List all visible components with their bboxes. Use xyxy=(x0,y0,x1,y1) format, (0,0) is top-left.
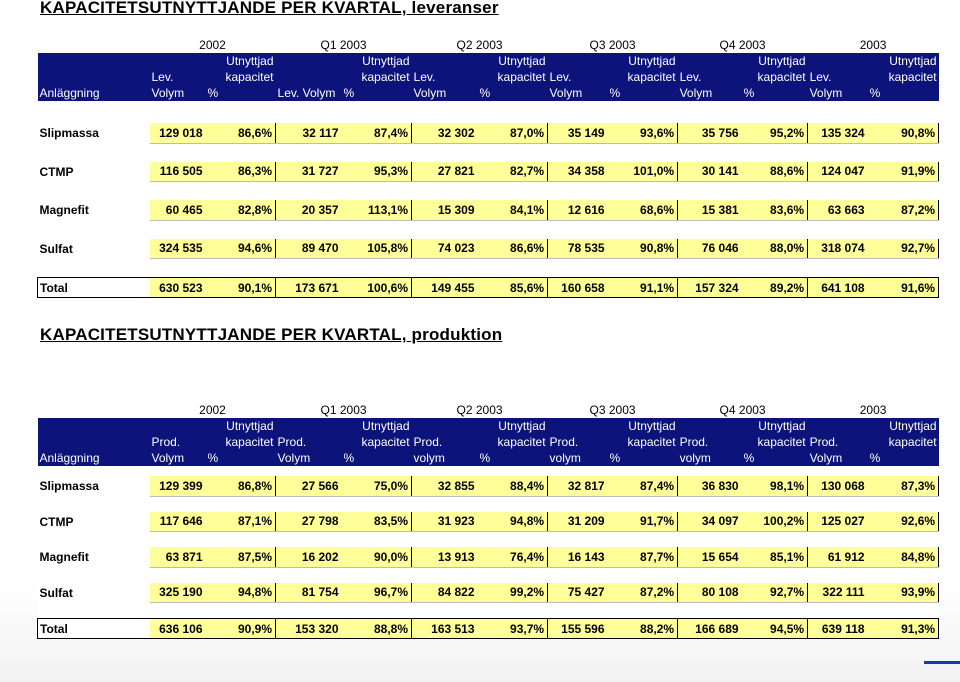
volume-cell: 31 209 xyxy=(548,512,608,532)
spacer-row xyxy=(38,259,939,278)
volume-header: Prod. xyxy=(276,434,342,450)
total-volume-cell: 157 324 xyxy=(678,278,742,298)
total-volume-cell: 155 596 xyxy=(548,619,608,639)
volume-cell: 130 068 xyxy=(808,476,868,496)
column-header-row xyxy=(38,53,939,69)
volume-header: Lev. xyxy=(548,69,608,85)
volume-header: volym xyxy=(678,450,742,466)
utilisation-cell: 87,1% xyxy=(206,512,276,532)
utilisation-header: kapacitet xyxy=(206,434,276,450)
utilisation-cell: 87,4% xyxy=(342,123,412,143)
utilisation-header: kapacitet xyxy=(742,434,808,450)
volume-cell: 117 646 xyxy=(150,512,206,532)
utilisation-header: kapacitet xyxy=(868,69,939,85)
spacer-cell xyxy=(38,567,939,583)
volume-header xyxy=(678,418,742,434)
utilisation-cell: 98,1% xyxy=(742,476,808,496)
utilisation-header: Utnyttjad xyxy=(478,418,548,434)
volume-header: Volym xyxy=(412,85,478,101)
utilisation-header: % xyxy=(206,450,276,466)
utilisation-header: kapacitet xyxy=(342,69,412,85)
utilisation-cell: 83,5% xyxy=(342,512,412,532)
period-label: Q4 2003 xyxy=(678,402,808,418)
utilisation-cell: 87,5% xyxy=(206,547,276,567)
total-utilisation-cell: 89,2% xyxy=(742,278,808,298)
volume-header: Volym xyxy=(150,450,206,466)
spacer-cell xyxy=(38,182,939,201)
utilisation-header: % xyxy=(868,85,939,101)
volume-cell: 16 202 xyxy=(276,547,342,567)
column-header-row xyxy=(38,69,939,85)
spacer-cell xyxy=(38,143,939,162)
utilisation-header: % xyxy=(868,450,939,466)
total-volume-cell: 639 118 xyxy=(808,619,868,639)
volume-header: Volym xyxy=(808,450,868,466)
utilisation-cell: 87,2% xyxy=(608,583,678,603)
total-utilisation-cell: 90,1% xyxy=(206,278,276,298)
volume-header: Lev. xyxy=(678,69,742,85)
volume-cell: 15 309 xyxy=(412,200,478,220)
utilisation-header: Utnyttjad xyxy=(868,53,939,69)
spacer-cell xyxy=(38,532,939,548)
utilisation-cell: 86,6% xyxy=(206,123,276,143)
utilisation-header: kapacitet xyxy=(608,69,678,85)
table-row xyxy=(38,476,939,496)
utilisation-cell: 94,6% xyxy=(206,239,276,259)
utilisation-cell: 87,0% xyxy=(478,123,548,143)
utilisation-cell: 93,6% xyxy=(608,123,678,143)
utilisation-cell: 87,7% xyxy=(608,547,678,567)
utilisation-header: kapacitet xyxy=(342,434,412,450)
spacer-row xyxy=(38,101,939,123)
volume-header: Volym xyxy=(678,85,742,101)
spacer-cell xyxy=(38,220,939,239)
volume-cell: 129 399 xyxy=(150,476,206,496)
volume-cell: 27 566 xyxy=(276,476,342,496)
period-label: Q3 2003 xyxy=(548,402,678,418)
volume-header: Lev. xyxy=(808,69,868,85)
utilisation-header: Utnyttjad xyxy=(206,53,276,69)
utilisation-cell: 91,7% xyxy=(608,512,678,532)
spacer-cell xyxy=(38,603,939,619)
volume-cell: 129 018 xyxy=(150,123,206,143)
volume-cell: 84 822 xyxy=(412,583,478,603)
utilisation-cell: 92,6% xyxy=(868,512,939,532)
volume-header: Prod. xyxy=(808,434,868,450)
utilisation-cell: 75,0% xyxy=(342,476,412,496)
table-row xyxy=(38,200,939,220)
volume-cell: 322 111 xyxy=(808,583,868,603)
plant-name: Sulfat xyxy=(38,583,150,603)
utilisation-header: % xyxy=(742,450,808,466)
utilisation-cell: 94,8% xyxy=(478,512,548,532)
volume-cell: 13 913 xyxy=(412,547,478,567)
volume-header xyxy=(808,418,868,434)
volume-header: Lev. Volym xyxy=(276,85,342,101)
total-volume-cell: 641 108 xyxy=(808,278,868,298)
period-label: 2002 xyxy=(150,402,276,418)
volume-cell: 15 381 xyxy=(678,200,742,220)
blank-cell xyxy=(38,37,150,53)
utilisation-cell: 86,3% xyxy=(206,162,276,182)
spacer-row xyxy=(38,182,939,201)
table-produktion xyxy=(37,402,939,639)
section-title-leveranser: KAPACITETSUTNYTTJANDE PER KVARTAL, leveranser xyxy=(40,0,499,17)
utilisation-header: % xyxy=(342,450,412,466)
volume-cell: 116 505 xyxy=(150,162,206,182)
spacer-row xyxy=(38,532,939,548)
volume-header xyxy=(150,53,206,69)
spacer-row xyxy=(38,220,939,239)
blank-header-cell xyxy=(38,418,150,434)
volume-cell: 63 663 xyxy=(808,200,868,220)
utilisation-header: kapacitet xyxy=(742,69,808,85)
table-row xyxy=(38,162,939,182)
volume-header: Volym xyxy=(150,85,206,101)
utilisation-header: Utnyttjad xyxy=(478,53,548,69)
utilisation-cell: 91,9% xyxy=(868,162,939,182)
volume-cell: 60 465 xyxy=(150,200,206,220)
utilisation-cell: 82,8% xyxy=(206,200,276,220)
total-volume-cell: 630 523 xyxy=(150,278,206,298)
utilisation-cell: 86,6% xyxy=(478,239,548,259)
volume-cell: 31 923 xyxy=(412,512,478,532)
period-label: 2002 xyxy=(150,37,276,53)
volume-cell: 124 047 xyxy=(808,162,868,182)
volume-header: Volym xyxy=(276,450,342,466)
blank-header-cell xyxy=(38,69,150,85)
blank-header-cell xyxy=(38,53,150,69)
blank-cell xyxy=(38,402,150,418)
table-row xyxy=(38,512,939,532)
volume-cell: 325 190 xyxy=(150,583,206,603)
volume-header xyxy=(150,418,206,434)
volume-header: Prod. xyxy=(678,434,742,450)
table-row xyxy=(38,123,939,143)
total-utilisation-cell: 94,5% xyxy=(742,619,808,639)
total-utilisation-cell: 93,7% xyxy=(478,619,548,639)
utilisation-cell: 88,4% xyxy=(478,476,548,496)
total-volume-cell: 163 513 xyxy=(412,619,478,639)
utilisation-cell: 101,0% xyxy=(608,162,678,182)
column-header-row xyxy=(38,418,939,434)
period-label: 2003 xyxy=(808,37,939,53)
spacer-cell xyxy=(38,259,939,278)
total-utilisation-cell: 91,6% xyxy=(868,278,939,298)
total-utilisation-cell: 100,6% xyxy=(342,278,412,298)
volume-cell: 12 616 xyxy=(548,200,608,220)
volume-cell: 81 754 xyxy=(276,583,342,603)
volume-header xyxy=(276,69,342,85)
volume-cell: 61 912 xyxy=(808,547,868,567)
total-volume-cell: 153 320 xyxy=(276,619,342,639)
plant-name: Sulfat xyxy=(38,239,150,259)
utilisation-cell: 94,8% xyxy=(206,583,276,603)
volume-cell: 125 027 xyxy=(808,512,868,532)
blank-header-cell xyxy=(38,434,150,450)
total-utilisation-cell: 85,6% xyxy=(478,278,548,298)
volume-cell: 35 756 xyxy=(678,123,742,143)
utilisation-header: Utnyttjad xyxy=(342,53,412,69)
volume-cell: 89 470 xyxy=(276,239,342,259)
utilisation-cell: 95,3% xyxy=(342,162,412,182)
volume-cell: 32 117 xyxy=(276,123,342,143)
total-volume-cell: 173 671 xyxy=(276,278,342,298)
total-row xyxy=(38,278,939,298)
column-header-row xyxy=(38,85,939,101)
utilisation-cell: 84,8% xyxy=(868,547,939,567)
plant-name: CTMP xyxy=(38,512,150,532)
table-row xyxy=(38,239,939,259)
row-label-header: Anläggning xyxy=(38,85,150,101)
utilisation-header: kapacitet xyxy=(478,434,548,450)
utilisation-cell: 113,1% xyxy=(342,200,412,220)
volume-cell: 34 358 xyxy=(548,162,608,182)
spacer-row xyxy=(38,496,939,512)
volume-header xyxy=(678,53,742,69)
utilisation-header: % xyxy=(478,85,548,101)
utilisation-cell: 88,6% xyxy=(742,162,808,182)
utilisation-header: kapacitet xyxy=(206,69,276,85)
utilisation-header: Utnyttjad xyxy=(742,418,808,434)
volume-cell: 32 855 xyxy=(412,476,478,496)
total-utilisation-cell: 91,1% xyxy=(608,278,678,298)
volume-header: Prod. xyxy=(150,434,206,450)
volume-cell: 20 357 xyxy=(276,200,342,220)
utilisation-header: Utnyttjad xyxy=(342,418,412,434)
spacer-row xyxy=(38,567,939,583)
utilisation-cell: 93,9% xyxy=(868,583,939,603)
plant-name: Magnefit xyxy=(38,200,150,220)
volume-header xyxy=(548,53,608,69)
utilisation-cell: 82,7% xyxy=(478,162,548,182)
plant-name: Slipmassa xyxy=(38,123,150,143)
utilisation-cell: 76,4% xyxy=(478,547,548,567)
utilisation-header: kapacitet xyxy=(868,434,939,450)
utilisation-header: kapacitet xyxy=(608,434,678,450)
table-row xyxy=(38,547,939,567)
utilisation-cell: 85,1% xyxy=(742,547,808,567)
volume-cell: 36 830 xyxy=(678,476,742,496)
utilisation-cell: 96,7% xyxy=(342,583,412,603)
section-title-produktion: KAPACITETSUTNYTTJANDE PER KVARTAL, produktion xyxy=(40,325,503,344)
period-label: Q4 2003 xyxy=(678,37,808,53)
utilisation-cell: 68,6% xyxy=(608,200,678,220)
spacer-cell xyxy=(38,466,939,476)
period-label: Q2 2003 xyxy=(412,402,548,418)
volume-cell: 63 871 xyxy=(150,547,206,567)
volume-cell: 34 097 xyxy=(678,512,742,532)
utilisation-cell: 84,1% xyxy=(478,200,548,220)
utilisation-cell: 86,8% xyxy=(206,476,276,496)
volume-cell: 31 727 xyxy=(276,162,342,182)
total-volume-cell: 149 455 xyxy=(412,278,478,298)
volume-cell: 27 821 xyxy=(412,162,478,182)
volume-header: Prod. xyxy=(548,434,608,450)
utilisation-header: Utnyttjad xyxy=(608,53,678,69)
spacer-row xyxy=(38,603,939,619)
utilisation-header: % xyxy=(478,450,548,466)
volume-header xyxy=(412,418,478,434)
plant-name: CTMP xyxy=(38,162,150,182)
utilisation-cell: 87,4% xyxy=(608,476,678,496)
table-leveranser xyxy=(37,37,939,298)
volume-header: Lev. xyxy=(412,69,478,85)
total-volume-cell: 166 689 xyxy=(678,619,742,639)
period-label: 2003 xyxy=(808,402,939,418)
utilisation-cell: 90,0% xyxy=(342,547,412,567)
volume-cell: 78 535 xyxy=(548,239,608,259)
utilisation-cell: 95,2% xyxy=(742,123,808,143)
utilisation-cell: 90,8% xyxy=(868,123,939,143)
volume-header: volym xyxy=(548,450,608,466)
spacer-row xyxy=(38,143,939,162)
volume-header: Volym xyxy=(808,85,868,101)
volume-cell: 324 535 xyxy=(150,239,206,259)
utilisation-cell: 92,7% xyxy=(868,239,939,259)
table-row xyxy=(38,583,939,603)
total-row xyxy=(38,619,939,639)
volume-cell: 74 023 xyxy=(412,239,478,259)
total-utilisation-cell: 88,8% xyxy=(342,619,412,639)
utilisation-header: Utnyttjad xyxy=(206,418,276,434)
volume-cell: 15 654 xyxy=(678,547,742,567)
utilisation-header: Utnyttjad xyxy=(742,53,808,69)
utilisation-cell: 99,2% xyxy=(478,583,548,603)
utilisation-cell: 105,8% xyxy=(342,239,412,259)
spacer-cell xyxy=(38,496,939,512)
volume-cell: 75 427 xyxy=(548,583,608,603)
year-header-row xyxy=(38,402,939,418)
total-volume-cell: 636 106 xyxy=(150,619,206,639)
utilisation-header: % xyxy=(608,450,678,466)
row-label-header: Anläggning xyxy=(38,450,150,466)
volume-header xyxy=(276,53,342,69)
volume-cell: 16 143 xyxy=(548,547,608,567)
column-header-row xyxy=(38,434,939,450)
volume-cell: 32 302 xyxy=(412,123,478,143)
spacer-cell xyxy=(38,101,939,123)
total-utilisation-cell: 90,9% xyxy=(206,619,276,639)
volume-cell: 80 108 xyxy=(678,583,742,603)
volume-header: Lev. xyxy=(150,69,206,85)
period-label: Q3 2003 xyxy=(548,37,678,53)
column-header-row xyxy=(38,450,939,466)
period-label: Q1 2003 xyxy=(276,402,412,418)
total-label: Total xyxy=(38,278,150,298)
period-label: Q2 2003 xyxy=(412,37,548,53)
utilisation-cell: 100,2% xyxy=(742,512,808,532)
volume-cell: 135 324 xyxy=(808,123,868,143)
decorative-accent-line xyxy=(924,641,960,664)
volume-header: Prod. xyxy=(412,434,478,450)
volume-cell: 35 149 xyxy=(548,123,608,143)
total-utilisation-cell: 88,2% xyxy=(608,619,678,639)
utilisation-header: Utnyttjad xyxy=(868,418,939,434)
volume-header xyxy=(548,418,608,434)
volume-header: volym xyxy=(412,450,478,466)
volume-header: Volym xyxy=(548,85,608,101)
volume-header xyxy=(808,53,868,69)
plant-name: Magnefit xyxy=(38,547,150,567)
utilisation-header: Utnyttjad xyxy=(608,418,678,434)
plant-name: Slipmassa xyxy=(38,476,150,496)
total-volume-cell: 160 658 xyxy=(548,278,608,298)
utilisation-header: kapacitet xyxy=(478,69,548,85)
utilisation-cell: 88,0% xyxy=(742,239,808,259)
volume-header xyxy=(276,418,342,434)
volume-cell: 76 046 xyxy=(678,239,742,259)
utilisation-cell: 87,2% xyxy=(868,200,939,220)
total-utilisation-cell: 91,3% xyxy=(868,619,939,639)
utilisation-header: % xyxy=(206,85,276,101)
year-header-row xyxy=(38,37,939,53)
volume-cell: 32 817 xyxy=(548,476,608,496)
utilisation-cell: 83,6% xyxy=(742,200,808,220)
utilisation-cell: 90,8% xyxy=(608,239,678,259)
utilisation-header: % xyxy=(742,85,808,101)
utilisation-cell: 92,7% xyxy=(742,583,808,603)
utilisation-cell: 87,3% xyxy=(868,476,939,496)
spacer-row xyxy=(38,466,939,476)
utilisation-header: % xyxy=(608,85,678,101)
volume-cell: 27 798 xyxy=(276,512,342,532)
total-label: Total xyxy=(38,619,150,639)
volume-header xyxy=(412,53,478,69)
period-label: Q1 2003 xyxy=(276,37,412,53)
utilisation-header: % xyxy=(342,85,412,101)
volume-cell: 30 141 xyxy=(678,162,742,182)
volume-cell: 318 074 xyxy=(808,239,868,259)
